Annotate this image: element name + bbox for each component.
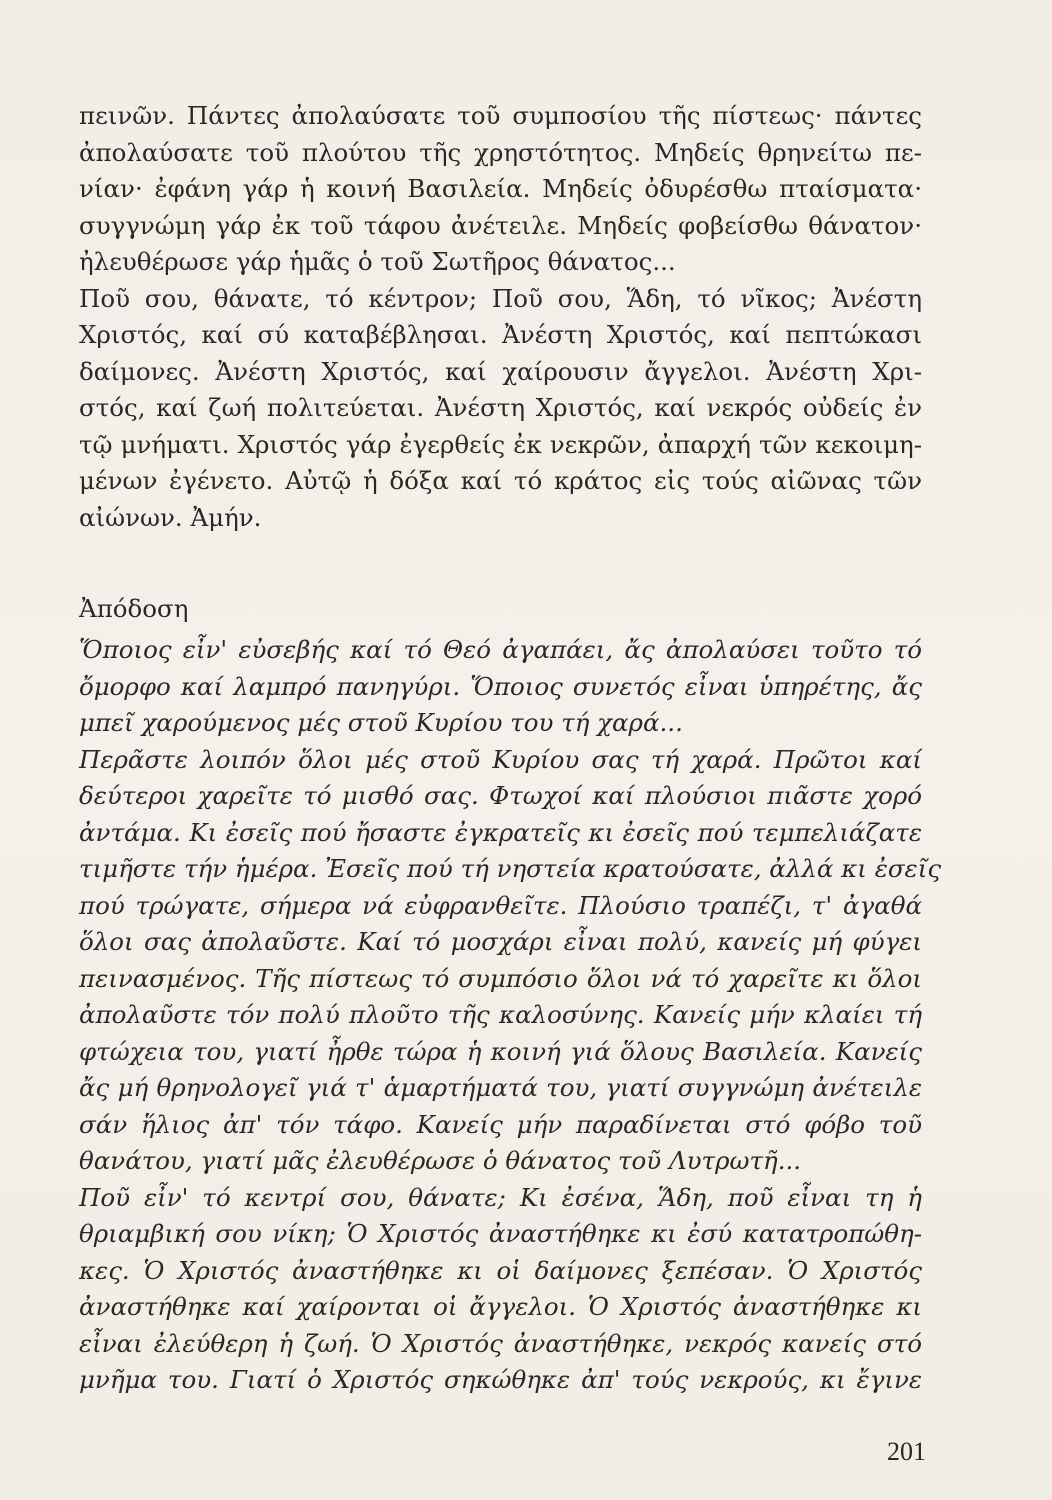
translation-paragraph [79,632,942,1399]
text-line: εἶναι ἐλεύθερη ἡ ζωή. Ὁ Χριστός ἀναστήθηκε, νεκρός κανείς στό [79,1328,922,1358]
text-line: Ὅποιος εἶν' εὐσεβής καί τό Θεό ἀγαπάει, ἄς ἀπολαύσει τοῦτο τό [79,635,922,664]
text-line: πεινασμένος. Τῆς πίστεως τό συμπόσιο ὅλοι νά τό χαρεῖτε κι ὅλοι [79,963,922,993]
text-line: Ποῦ εἶν' τό κεντρί σου, θάνατε; Κι ἐσένα, Ἅδη, ποῦ εἶναι τη ἡ [79,1182,922,1212]
text-line: ἀπολαύσατε τοῦ πλούτου τῆς χρηστότητος. Μηδείς θρηνείτω πε- [79,137,922,167]
text-line: σάν ἥλιος ἀπ' τόν τάφο. Κανείς μήν παραδίνεται στό φόβο τοῦ [79,1109,922,1139]
text-line: δαίμονες. Ἀνέστη Χριστός, καί χαίρουσιν ἄγγελοι. Ἀνέστη Χρι- [79,356,922,386]
text-line: αἰώνων. Ἀμήν. [79,502,262,532]
text-line: φτώχεια του, γιατί ἦρθε τώρα ἡ κοινή γιά ὅλους Βασιλεία. Κανείς [79,1036,922,1066]
text-line: Χριστός, καί σύ καταβέβλησαι. Ἀνέστη Χριστός, καί πεπτώκασι [79,320,922,349]
text-line: ἀπολαῦστε τόν πολύ πλοῦτο τῆς καλοσύνης. Κανείς μήν κλαίει τή [79,1000,922,1029]
text-line: ἀναστήθηκε καί χαίρονται οἱ ἄγγελοι. Ὁ Χριστός ἀναστήθηκε κι [79,1292,922,1321]
section-heading: Ἀπόδοση [79,594,189,623]
text-line: μπεῖ χαρούμενος μές στοῦ Κυρίου του τή χαρά... [79,708,683,737]
text-line: συγγνώμη γάρ ἐκ τοῦ τάφου ἀνέτειλε. Μηδείς φοβείσθω θάνατον· [79,210,922,240]
text-line: νίαν· ἐφάνη γάρ ἡ κοινή Βασιλεία. Μηδείς ὀδυρέσθω πταίσματα· [79,174,922,203]
text-line: θανάτου, γιατί μᾶς ἐλευθέρωσε ὁ θάνατος τοῦ Λυτρωτῆ... [79,1146,802,1175]
text-line: ὄμορφο καί λαμπρό πανηγύρι. Ὅποιος συνετός εἶναι ὑπηρέτης, ἄς [79,671,922,701]
text-line: ὅλοι σας ἀπολαῦστε. Καί τό μοσχάρι εἶναι πολύ, κανείς μή φύγει [79,927,922,956]
text-line: στός, καί ζωή πολιτεύεται. Ἀνέστη Χριστός, καί νεκρός οὐδείς ἐν [79,393,922,422]
text-line: ἀντάμα. Κι ἐσεῖς πού ἤσαστε ἐγκρατεῖς κι ἐσεῖς πού τεμπελιάζατε [79,817,922,847]
text-line: πεινῶν. Πάντες ἀπολαύσατε τοῦ συμποσίου τῆς πίστεως· πάντες [79,101,922,130]
text-line: πού τρώγατε, σήμερα νά εὐφρανθεῖτε. Πλούσιο τραπέζι, τ' ἀγαθά [79,890,922,920]
text-line: μένων ἐγένετο. Αὐτῷ ἡ δόξα καί τό κράτος εἰς τούς αἰῶνας τῶν [79,466,922,495]
text-line: δεύτεροι χαρεῖτε τό μισθό σας. Φτωχοί καί πλούσιοι πιᾶστε χορό [79,781,922,810]
text-line: τιμῆστε τήν ἡμέρα. Ἐσεῖς πού τή νηστεία κρατούσατε, ἀλλά κι ἐσεῖς [79,854,942,883]
page-number: 201 [887,1437,926,1466]
text-line: Ποῦ σου, θάνατε, τό κέντρον; Ποῦ σου, Ἅδη, τό νῖκος; Ἀνέστη [79,283,922,313]
greek-original-paragraph [79,98,922,536]
text-line: κες. Ὁ Χριστός ἀναστήθηκε κι οἱ δαίμονες ξεπέσαν. Ὁ Χριστός [79,1255,922,1285]
text-line: θριαμβική σου νίκη; Ὁ Χριστός ἀναστήθηκε κι ἐσύ κατατροπώθη- [79,1219,922,1248]
text-line: ἄς μή θρηνολογεῖ γιά τ' ἁμαρτήματά του, γιατί συγγνώμη ἀνέτειλε [79,1073,922,1102]
text-line: τῷ μνήματι. Χριστός γάρ ἐγερθείς ἐκ νεκρῶν, ἀπαρχή τῶν κεκοιμη- [79,429,922,459]
text-line: Περᾶστε λοιπόν ὅλοι μές στοῦ Κυρίου σας τή χαρά. Πρῶτοι καί [79,744,922,774]
text-line: μνῆμα του. Γιατί ὁ Χριστός σηκώθηκε ἀπ' τούς νεκρούς, κι ἔγινε [79,1365,922,1394]
text-line: ἠλευθέρωσε γάρ ἡμᾶς ὁ τοῦ Σωτῆρος θάνατος... [79,247,676,276]
